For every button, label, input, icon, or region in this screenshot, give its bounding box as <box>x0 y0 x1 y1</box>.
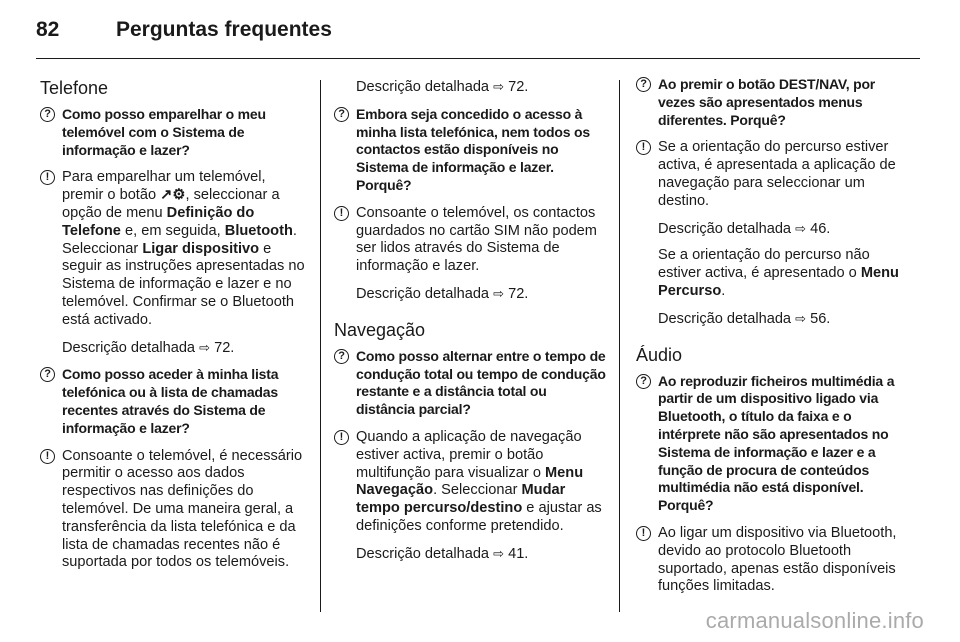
reference: Descrição detalhada ⇨ 72. <box>356 285 529 302</box>
reference: Descrição detalhada ⇨ 72. <box>62 339 235 356</box>
arrow-right-icon: ⇨ <box>795 310 807 326</box>
reference: Descrição detalhada ⇨ 46. <box>658 220 831 237</box>
arrow-right-icon: ⇨ <box>199 339 211 355</box>
header-rule <box>36 58 920 59</box>
question-icon: ? <box>636 374 651 389</box>
column-divider <box>619 80 620 612</box>
exclamation-icon: ! <box>636 526 651 541</box>
question-icon: ? <box>636 77 651 92</box>
question-icon: ? <box>40 367 55 382</box>
paragraph: Se a orientação do percurso não estiver activa, é apresentado o Menu Percurso. <box>658 247 899 299</box>
arrow-right-icon: ⇨ <box>795 220 807 236</box>
exclamation-icon: ! <box>334 430 349 445</box>
exclamation-icon: ! <box>40 170 55 185</box>
answer: ! Se a orientação do percurso estiver activa, é apresentada a aplicação de navegação para seleccionar um destino. <box>636 139 906 210</box>
page-number: 82 <box>36 18 60 41</box>
column-divider <box>320 80 321 612</box>
exclamation-icon: ! <box>636 140 651 155</box>
section-title-navegacao: Navegação <box>334 319 426 340</box>
question: ? Como posso alternar entre o tempo de condução total ou tempo de condução restante e a distância total ou distância parcial? <box>334 348 606 419</box>
exclamation-icon: ! <box>40 449 55 464</box>
question: ? Ao premir o botão DEST/NAV, por vezes são apresentados menus diferentes. Porquê? <box>636 76 906 129</box>
question-icon: ? <box>334 349 349 364</box>
answer: ! Para emparelhar um telemóvel, premir o botão ↗⚙, seleccionar a opção de menu Definição do Telefone e, em seguida, Bluetooth. Seleccionar Ligar dispositivo e seguir as instruções apresentadas no Sistema de informação e lazer e no telemóvel. Confirmar se o Bluetooth está activado. <box>40 169 306 329</box>
answer: ! Consoante o telemóvel, é necessário permitir o acesso aos dados respectivos nas definições do telemóvel. De uma maneira geral, a transferência da lista telefónica e da lista de chamadas recentes não é suportada por todos os telemóveis. <box>40 448 306 573</box>
phone-settings-icon: ↗⚙ <box>160 187 186 204</box>
question-icon: ? <box>40 107 55 122</box>
page-header <box>36 18 920 42</box>
answer: ! Quando a aplicação de navegação estiver activa, premir o botão multifunção para visualizar o Menu Navegação. Seleccionar Mudar tempo percurso/destino e ajustar as definições conforme pretendido. <box>334 429 606 536</box>
question: ? Como posso emparelhar o meu telemóvel com o Sistema de informação e lazer? <box>40 106 306 159</box>
reference: Descrição detalhada ⇨ 56. <box>658 310 831 327</box>
answer: ! Ao ligar um dispositivo via Bluetooth, devido ao protocolo Bluetooth suportado, apenas estão disponíveis funções limitadas. <box>636 525 906 596</box>
section-title-audio: Áudio <box>636 344 683 365</box>
watermark: carmanualsonline.info <box>705 608 924 633</box>
reference: Descrição detalhada ⇨ 72. <box>356 79 529 95</box>
section-title-telefone: Telefone <box>40 78 109 98</box>
column-3 <box>636 76 906 605</box>
column-1 <box>40 76 306 581</box>
column-2 <box>334 78 606 573</box>
question: ? Embora seja concedido o acesso à minha lista telefónica, nem todos os contactos estão disponíveis no Sistema de informação e lazer. Porquê? <box>334 106 606 195</box>
question: ? Ao reproduzir ficheiros multimédia a partir de um dispositivo ligado via Bluetooth, o título da faixa e o intérprete não são apresentados no Sistema de informação e lazer e a função de procura de conteúdos multimédia não está disponível. Porquê? <box>636 373 906 515</box>
page-title: Perguntas frequentes <box>116 18 332 41</box>
arrow-right-icon: ⇨ <box>493 285 505 301</box>
exclamation-icon: ! <box>334 206 349 221</box>
arrow-right-icon: ⇨ <box>493 545 505 561</box>
answer: ! Consoante o telemóvel, os contactos guardados no cartão SIM não podem ser lidos através do Sistema de informação e lazer. <box>334 205 606 276</box>
arrow-right-icon: ⇨ <box>493 79 505 94</box>
question-icon: ? <box>334 107 349 122</box>
reference: Descrição detalhada ⇨ 41. <box>356 545 529 562</box>
question: ? Como posso aceder à minha lista telefónica ou à lista de chamadas recentes através do Sistema de informação e lazer? <box>40 366 306 437</box>
